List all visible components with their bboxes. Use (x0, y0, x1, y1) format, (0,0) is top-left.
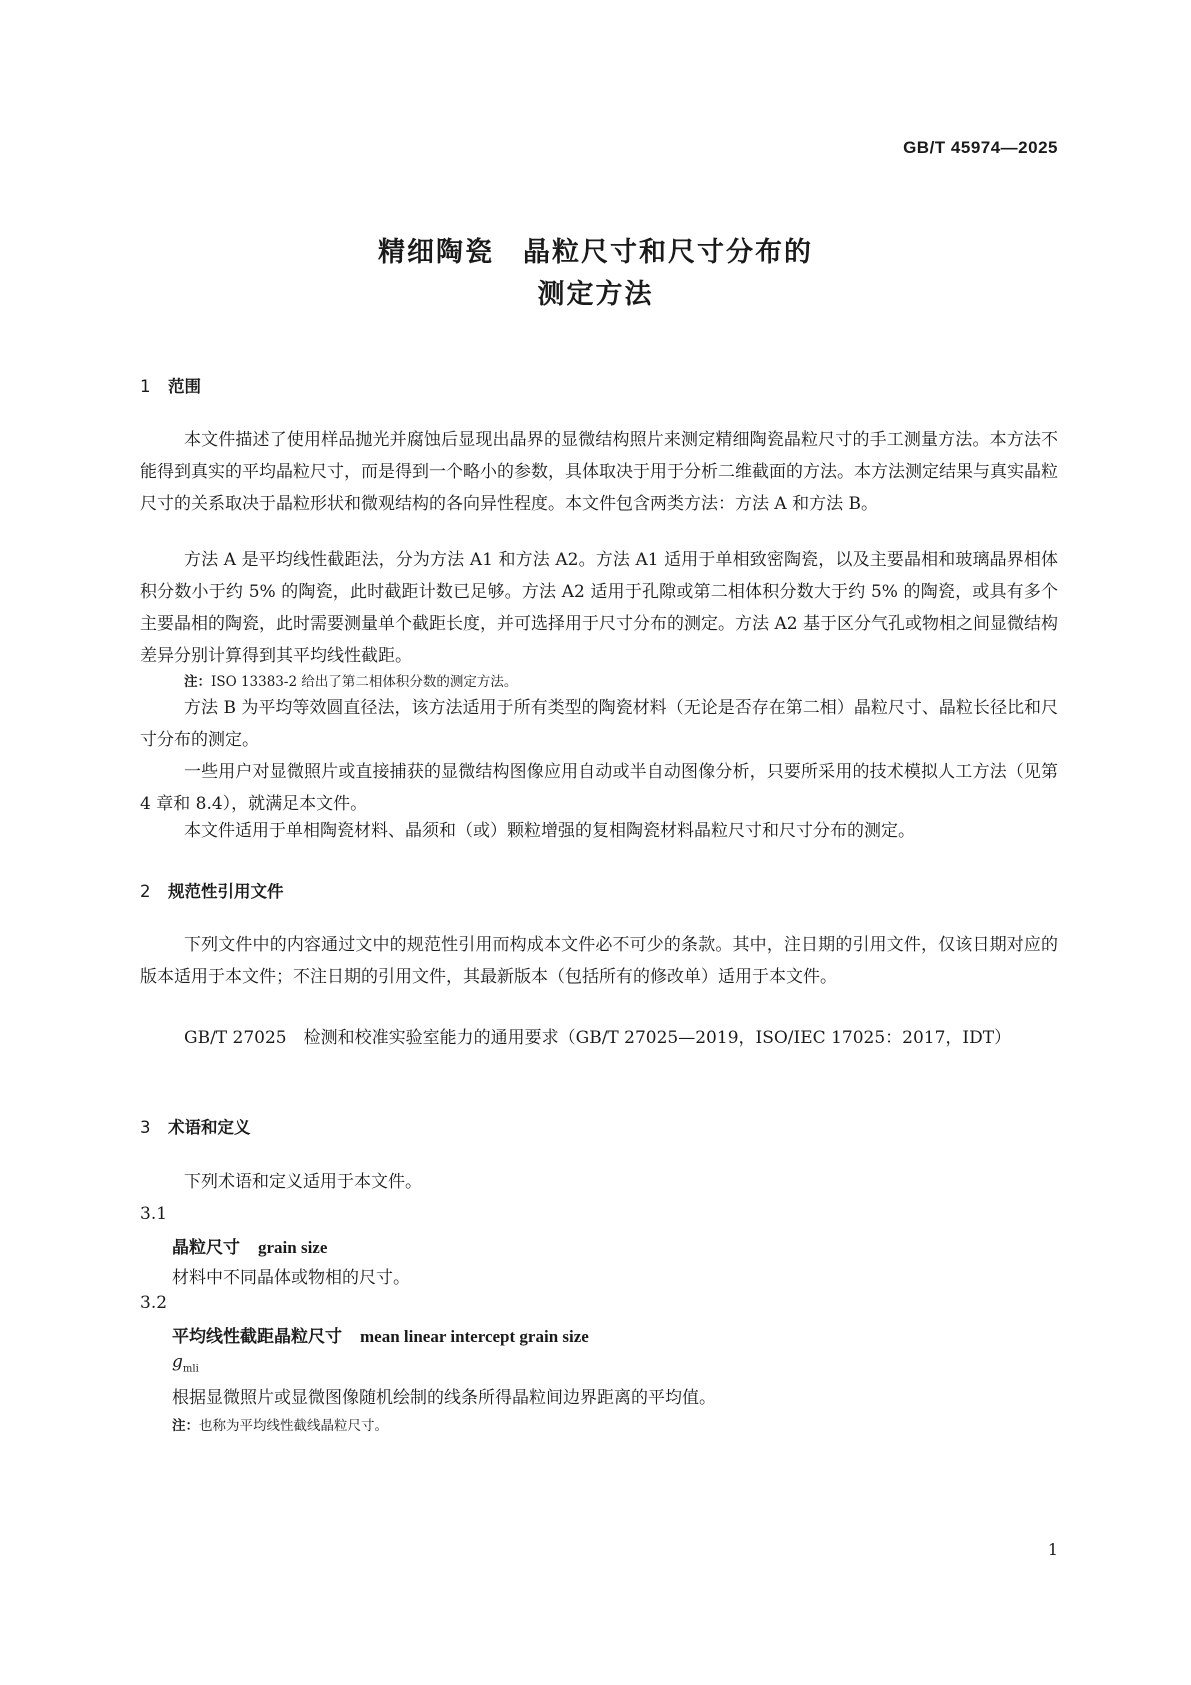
paragraph: 本文件适用于单相陶瓷材料、晶须和（或）颗粒增强的复相陶瓷材料晶粒尺寸和尺寸分布的测定。 (184, 821, 915, 841)
section-3-heading (140, 1114, 251, 1138)
note-label: 注： (172, 1418, 199, 1434)
term-symbol (172, 1352, 199, 1374)
section-title: 术语和定义 (168, 1118, 251, 1137)
term-heading (172, 1322, 589, 1347)
page-number: 1 (1047, 1540, 1058, 1559)
normative-reference: GB/T 27025 检测和校准实验室能力的通用要求（GB/T 27025—2019，ISO/IEC 17025：2017，IDT） (184, 1028, 1012, 1048)
paragraph: 下列文件中的内容通过文中的规范性引用而构成本文件必不可少的条款。其中，注日期的引用文件，仅该日期对应的版本适用于本文件；不注日期的引用文件，其最新版本（包括所有的修改单）适用于本文件。 (140, 935, 1058, 987)
paragraph: 方法 A 是平均线性截距法，分为方法 A1 和方法 A2。方法 A1 适用于单相致密陶瓷，以及主要晶相和玻璃晶界相体积分数小于约 5% 的陶瓷，此时截距计数已足够。方法 A2 适用于孔隙或第二相体积分数大于约 5% 的陶瓷，或具有多个主要晶相的陶瓷，此时需要测量单个截距长度，并可选择用于尺寸分布的测定。方法 A2 基于区分气孔或物相之间显微结构差异分别计算得到其平均线性截距。 (140, 550, 1058, 666)
paragraph: 方法 B 为平均等效圆直径法，该方法适用于所有类型的陶瓷材料（无论是否存在第二相）晶粒尺寸、晶粒长径比和尺寸分布的测定。 (140, 698, 1058, 750)
note-text: 也称为平均线性截线晶粒尺寸。 (199, 1418, 388, 1434)
section-number: 2 (140, 882, 151, 901)
symbol-letter: g (172, 1352, 183, 1372)
paragraph: 一些用户对显微照片或直接捕获的显微结构图像应用自动或半自动图像分析，只要所采用的技术模拟人工方法（见第 4 章和 8.4），就满足本文件。 (140, 762, 1058, 814)
term-number: 3.1 (140, 1204, 168, 1224)
term-zh: 晶粒尺寸 (172, 1238, 240, 1258)
note-label: 注： (184, 674, 211, 690)
standard-number: GB/T 45974—2025 (903, 138, 1058, 157)
term-definition: 材料中不同晶体或物相的尺寸。 (172, 1268, 410, 1288)
term-definition: 根据显微照片或显微图像随机绘制的线条所得晶粒间边界距离的平均值。 (172, 1388, 716, 1408)
section-title: 范围 (168, 377, 201, 396)
section-1-heading (140, 373, 201, 397)
note (184, 670, 517, 690)
term-en: mean linear intercept grain size (360, 1327, 589, 1346)
section-number: 3 (140, 1118, 151, 1137)
term-number: 3.2 (140, 1293, 168, 1313)
term-zh: 平均线性截距晶粒尺寸 (172, 1327, 342, 1347)
document-title-line1: 精细陶瓷 晶粒尺寸和尺寸分布的 (378, 237, 813, 268)
section-title: 规范性引用文件 (168, 882, 284, 901)
note-text: ISO 13383-2 给出了第二相体积分数的测定方法。 (211, 674, 518, 690)
symbol-subscript: mli (182, 1363, 199, 1375)
term-heading (172, 1233, 327, 1258)
document-title-line2: 测定方法 (537, 279, 654, 310)
section-number: 1 (140, 377, 151, 396)
term-en: grain size (258, 1238, 328, 1257)
section-2-heading (140, 878, 284, 902)
note (172, 1414, 388, 1434)
paragraph: 本文件描述了使用样品抛光并腐蚀后显现出晶界的显微结构照片来测定精细陶瓷晶粒尺寸的手工测量方法。本方法不能得到真实的平均晶粒尺寸，而是得到一个略小的参数，具体取决于用于分析二维截面的方法。本方法测定结果与真实晶粒尺寸的关系取决于晶粒形状和微观结构的各向异性程度。本文件包含两类方法：方法 A 和方法 B。 (140, 430, 1058, 514)
paragraph: 下列术语和定义适用于本文件。 (184, 1172, 422, 1192)
